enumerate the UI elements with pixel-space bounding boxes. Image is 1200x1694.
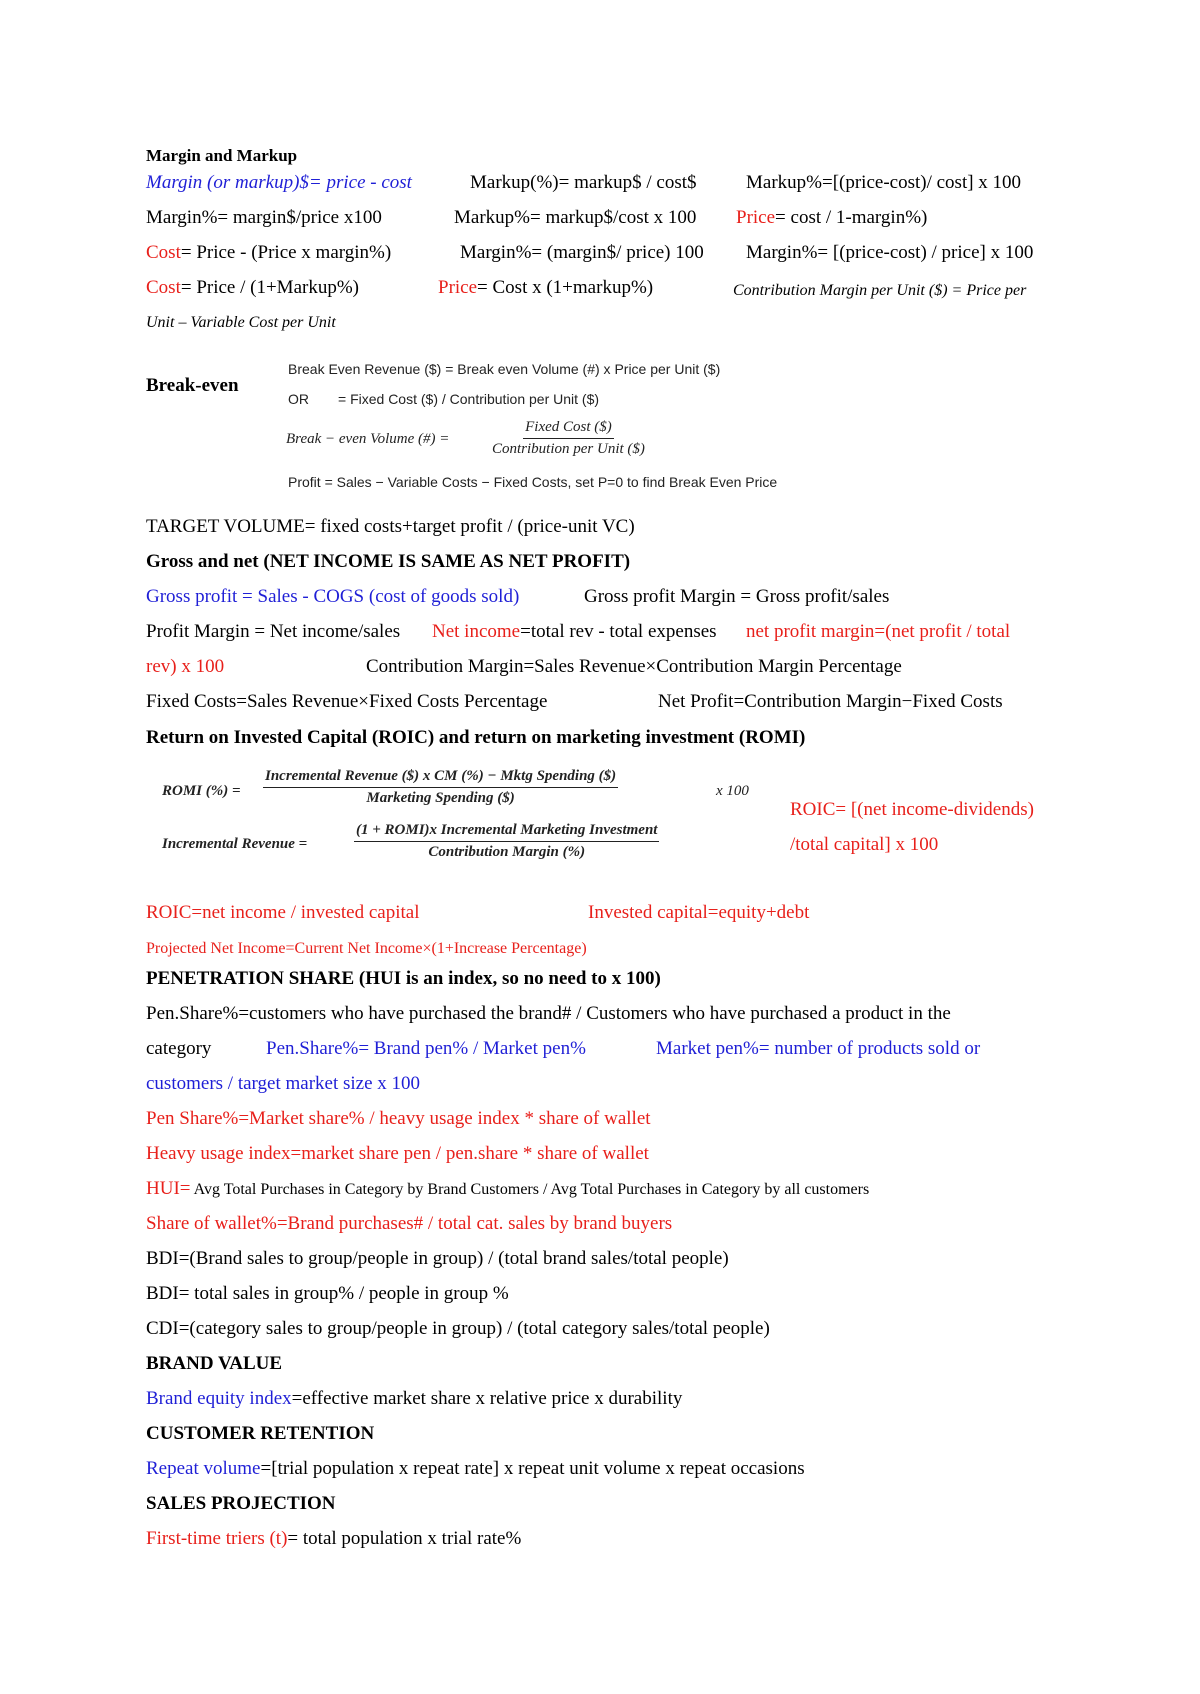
penetration-share-heading: PENETRATION SHARE (HUI is an index, so no need to x 100)	[146, 968, 661, 989]
cost-from-margin-formula: Cost= Price - (Price x margin%)	[146, 242, 392, 263]
cdi-formula: CDI=(category sales to group/people in group) / (total category sales/total people)	[146, 1318, 770, 1339]
projected-net-income-formula: Projected Net Income=Current Net Income×(1+Increase Percentage)	[146, 940, 587, 957]
romi-fraction	[263, 768, 618, 807]
markup-percent-formula: Markup(%)= markup$ / cost$	[470, 172, 697, 193]
break-even-heading: Break-even	[146, 375, 239, 396]
gross-profit-margin-formula: Gross profit Margin = Gross profit/sales	[584, 586, 890, 607]
contribution-margin-per-unit-formula: Contribution Margin per Unit ($) = Price per	[733, 282, 1027, 299]
break-even-volume-fraction	[492, 419, 645, 458]
bdi-percent-formula: BDI= total sales in group% / people in group %	[146, 1283, 509, 1304]
gross-profit-formula: Gross profit = Sales - COGS (cost of goods sold)	[146, 586, 520, 607]
target-volume-formula: TARGET VOLUME= fixed costs+target profit / (price-unit VC)	[146, 516, 635, 537]
pen-share-market-share-formula: Pen Share%=Market share% / heavy usage index * share of wallet	[146, 1108, 651, 1129]
fixed-costs-formula: Fixed Costs=Sales Revenue×Fixed Costs Percentage	[146, 691, 548, 712]
invested-capital-formula: Invested capital=equity+debt	[588, 902, 810, 923]
roic-romi-heading: Return on Invested Capital (ROIC) and return on marketing investment (ROMI)	[146, 727, 806, 748]
net-profit-margin-formula-cont: rev) x 100	[146, 656, 225, 677]
margin-percent-formula: Margin%= margin$/price x100	[146, 207, 382, 228]
romi-numerator: Incremental Revenue ($) x CM (%) − Mktg Spending ($)	[263, 768, 618, 788]
pen-share-brand-formula: Pen.Share%= Brand pen% / Market pen%	[266, 1038, 586, 1059]
margin-percent-price-formula: Margin%= (margin$/ price) 100	[460, 242, 704, 263]
incremental-revenue-lhs: Incremental Revenue =	[162, 836, 308, 852]
net-profit-formula: Net Profit=Contribution Margin−Fixed Costs	[658, 691, 1003, 712]
customer-retention-heading: CUSTOMER RETENTION	[146, 1423, 375, 1444]
incremental-revenue-denominator: Contribution Margin (%)	[428, 844, 586, 860]
contribution-margin-formula: Contribution Margin=Sales Revenue×Contribution Margin Percentage	[366, 656, 902, 677]
margin-markup-heading: Margin and Markup	[146, 146, 298, 165]
break-even-volume-numerator: Fixed Cost ($)	[523, 419, 614, 439]
pen-share-category-label: category	[146, 1038, 212, 1059]
price-from-markup-formula: Price= Cost x (1+markup%)	[438, 277, 654, 298]
break-even-volume-denominator: Contribution per Unit ($)	[492, 441, 645, 457]
break-even-or-label: OR	[288, 391, 309, 407]
break-even-fixed-cost-formula: = Fixed Cost ($) / Contribution per Unit ($)	[338, 391, 600, 407]
gross-net-heading: Gross and net (NET INCOME IS SAME AS NET PROFIT)	[146, 551, 631, 572]
repeat-volume-formula: Repeat volume=[trial population x repeat rate] x repeat unit volume x repeat occasions	[146, 1458, 805, 1479]
net-income-formula: Net income=total rev - total expenses	[432, 621, 717, 642]
romi-denominator: Marketing Spending ($)	[366, 790, 515, 806]
bdi-formula: BDI=(Brand sales to group/people in group) / (total brand sales/total people)	[146, 1248, 729, 1269]
contribution-margin-per-unit-formula-cont: Unit – Variable Cost per Unit	[146, 314, 336, 331]
profit-formula: Profit = Sales − Variable Costs − Fixed Costs, set P=0 to find Break Even Price	[288, 474, 778, 490]
market-pen-formula-cont: customers / target market size x 100	[146, 1073, 421, 1094]
price-from-margin-formula: Price= cost / 1-margin%)	[736, 207, 928, 228]
incremental-revenue-numerator: (1 + ROMI)x Incremental Marketing Investment	[354, 822, 659, 842]
share-of-wallet-formula: Share of wallet%=Brand purchases# / total cat. sales by brand buyers	[146, 1213, 673, 1234]
cost-from-markup-formula: Cost= Price / (1+Markup%)	[146, 277, 359, 298]
romi-lhs: ROMI (%) =	[162, 783, 241, 799]
net-profit-margin-formula: net profit margin=(net profit / total	[746, 621, 1011, 642]
brand-value-heading: BRAND VALUE	[146, 1353, 283, 1374]
romi-multiplier: x 100	[716, 783, 749, 799]
roic-formula: ROIC=net income / invested capital	[146, 902, 420, 923]
incremental-revenue-fraction	[354, 822, 659, 861]
margin-percent-bracket-formula: Margin%= [(price-cost) / price] x 100	[746, 242, 1034, 263]
heavy-usage-index-formula: Heavy usage index=market share pen / pen.share * share of wallet	[146, 1143, 649, 1164]
break-even-volume-lhs: Break − even Volume (#) =	[286, 431, 450, 447]
break-even-revenue-formula: Break Even Revenue ($) = Break even Volume (#) x Price per Unit ($)	[288, 361, 721, 377]
first-time-triers-formula: First-time triers (t)= total population x trial rate%	[146, 1528, 522, 1549]
sales-projection-heading: SALES PROJECTION	[146, 1493, 336, 1514]
brand-equity-index-formula: Brand equity index=effective market share x relative price x durability	[146, 1388, 683, 1409]
markup-percent-cost-formula: Markup%= markup$/cost x 100	[454, 207, 697, 228]
margin-dollar-formula: Margin (or markup)$= price - cost	[146, 172, 412, 193]
markup-percent-price-formula: Markup%=[(price-cost)/ cost] x 100	[746, 172, 1022, 193]
hui-formula: HUI= Avg Total Purchases in Category by Brand Customers / Avg Total Purchases in Category by all customers	[146, 1178, 870, 1199]
market-pen-formula: Market pen%= number of products sold or	[656, 1038, 981, 1059]
profit-margin-formula: Profit Margin = Net income/sales	[146, 621, 401, 642]
pen-share-customers-formula: Pen.Share%=customers who have purchased the brand# / Customers who have purchased a product in the	[146, 1003, 951, 1024]
roic-dividends-formula-cont: /total capital] x 100	[790, 834, 939, 855]
roic-dividends-formula: ROIC= [(net income-dividends)	[790, 799, 1034, 820]
